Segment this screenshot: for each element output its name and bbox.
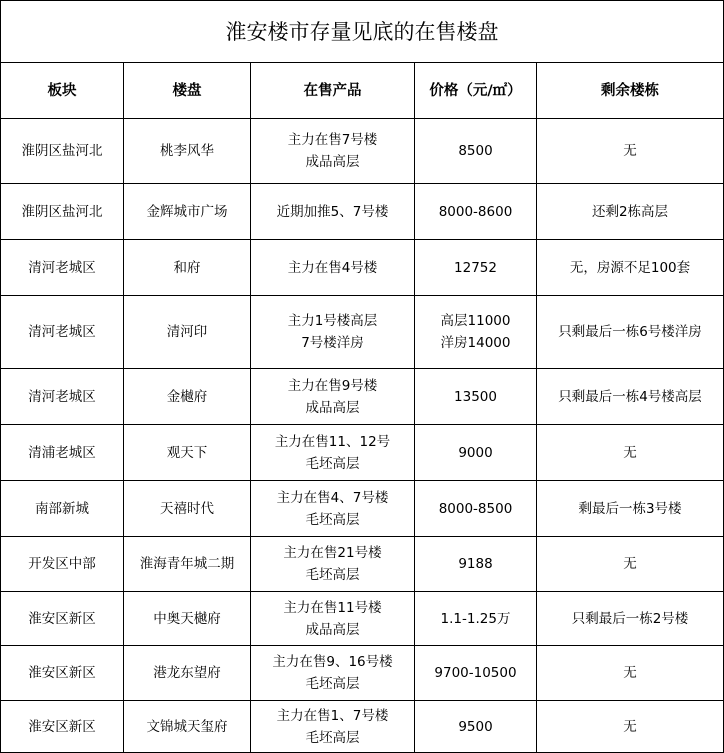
header-row xyxy=(1,63,724,119)
district-cell: 清浦老城区 xyxy=(1,425,124,481)
remaining-cell: 无 xyxy=(537,537,724,592)
product-cell xyxy=(251,184,415,240)
price-cell xyxy=(415,537,537,592)
header-price: 价格（元/㎡） xyxy=(415,63,537,119)
product-cell-line: 毛坯高层 xyxy=(305,511,360,528)
remaining-cell: 无 xyxy=(537,701,724,753)
product-cell-line: 近期加推5、7号楼 xyxy=(276,203,389,220)
project-cell: 天禧时代 xyxy=(124,481,251,537)
district-cell: 南部新城 xyxy=(1,481,124,537)
product-cell-line: 7号楼洋房 xyxy=(301,335,364,351)
price-cell-line: 高层11000 xyxy=(440,313,511,329)
header-project: 楼盘 xyxy=(124,63,251,119)
table-row xyxy=(1,646,724,701)
district-cell: 淮安区新区 xyxy=(1,701,124,753)
table-row xyxy=(1,592,724,646)
district-cell: 淮安区新区 xyxy=(1,646,124,701)
product-cell-line: 毛坯高层 xyxy=(305,729,360,746)
price-cell xyxy=(415,425,537,481)
remaining-cell: 无 xyxy=(537,646,724,701)
product-cell xyxy=(251,296,415,369)
price-cell-line: 8500 xyxy=(458,143,493,159)
header-remaining: 剩余楼栋 xyxy=(537,63,724,119)
table-row xyxy=(1,369,724,425)
project-cell: 港龙东望府 xyxy=(124,646,251,701)
table-title: 淮安楼市存量见底的在售楼盘 xyxy=(1,1,724,63)
district-cell: 淮阴区盐河北 xyxy=(1,184,124,240)
remaining-cell: 无 xyxy=(537,119,724,184)
district-cell: 淮安区新区 xyxy=(1,592,124,646)
price-cell xyxy=(415,481,537,537)
price-cell xyxy=(415,296,537,369)
project-cell: 文锦城天玺府 xyxy=(124,701,251,753)
product-cell xyxy=(251,425,415,481)
product-cell-line: 成品高层 xyxy=(305,399,360,416)
product-cell-line: 毛坯高层 xyxy=(305,455,360,472)
remaining-cell: 还剩2栋高层 xyxy=(537,184,724,240)
table-row xyxy=(1,184,724,240)
price-cell-line: 12752 xyxy=(454,259,497,276)
product-cell-line: 主力在售21号楼 xyxy=(283,545,382,561)
price-cell-line: 8000-8600 xyxy=(438,203,513,220)
price-cell xyxy=(415,369,537,425)
price-cell-line: 9500 xyxy=(458,718,493,735)
product-cell xyxy=(251,369,415,425)
table-row xyxy=(1,119,724,184)
product-cell-line: 主力在售1、7号楼 xyxy=(276,707,389,724)
district-cell: 清河老城区 xyxy=(1,240,124,296)
product-cell-line: 毛坯高层 xyxy=(305,567,360,583)
price-cell-line: 9188 xyxy=(458,556,493,572)
district-cell: 清河老城区 xyxy=(1,369,124,425)
price-cell xyxy=(415,701,537,753)
district-cell: 清河老城区 xyxy=(1,296,124,369)
price-cell-line: 洋房14000 xyxy=(440,335,511,351)
project-cell: 观天下 xyxy=(124,425,251,481)
table-row xyxy=(1,537,724,592)
district-cell: 淮阴区盐河北 xyxy=(1,119,124,184)
project-cell: 金樾府 xyxy=(124,369,251,425)
remaining-cell: 只剩最后一栋6号楼洋房 xyxy=(537,296,724,369)
price-cell xyxy=(415,240,537,296)
project-cell: 淮海青年城二期 xyxy=(124,537,251,592)
project-cell: 清河印 xyxy=(124,296,251,369)
header-product: 在售产品 xyxy=(251,63,415,119)
table-row xyxy=(1,240,724,296)
header-district: 板块 xyxy=(1,63,124,119)
table-row xyxy=(1,701,724,753)
product-cell-line: 主力在售9号楼 xyxy=(287,377,378,394)
district-cell: 开发区中部 xyxy=(1,537,124,592)
product-cell xyxy=(251,701,415,753)
project-cell: 中奥天樾府 xyxy=(124,592,251,646)
table-row xyxy=(1,296,724,369)
price-cell-line: 9000 xyxy=(458,444,493,461)
product-cell xyxy=(251,646,415,701)
price-cell xyxy=(415,119,537,184)
price-cell-line: 8000-8500 xyxy=(438,500,513,517)
price-cell xyxy=(415,646,537,701)
project-cell: 和府 xyxy=(124,240,251,296)
product-cell xyxy=(251,481,415,537)
product-cell-line: 成品高层 xyxy=(305,154,360,170)
product-cell-line: 主力在售9、16号楼 xyxy=(272,654,393,670)
project-cell: 金辉城市广场 xyxy=(124,184,251,240)
product-cell-line: 成品高层 xyxy=(305,621,360,638)
product-cell-line: 主力在售7号楼 xyxy=(287,132,378,148)
remaining-cell: 无 xyxy=(537,425,724,481)
price-cell-line: 1.1-1.25万 xyxy=(440,610,511,627)
table-row xyxy=(1,481,724,537)
remaining-cell: 剩最后一栋3号楼 xyxy=(537,481,724,537)
table-row xyxy=(1,425,724,481)
product-cell-line: 主力1号楼高层 xyxy=(287,313,378,329)
price-cell xyxy=(415,184,537,240)
price-cell-line: 13500 xyxy=(454,388,497,405)
product-cell xyxy=(251,119,415,184)
remaining-cell: 无，房源不足100套 xyxy=(537,240,724,296)
product-cell-line: 主力在售11、12号 xyxy=(274,433,391,450)
price-cell xyxy=(415,592,537,646)
project-cell: 桃李风华 xyxy=(124,119,251,184)
product-cell-line: 主力在售4、7号楼 xyxy=(276,489,389,506)
remaining-cell: 只剩最后一栋2号楼 xyxy=(537,592,724,646)
remaining-cell: 只剩最后一栋4号楼高层 xyxy=(537,369,724,425)
product-cell xyxy=(251,240,415,296)
price-cell-line: 9700-10500 xyxy=(434,665,517,681)
product-cell xyxy=(251,592,415,646)
product-cell xyxy=(251,537,415,592)
product-cell-line: 主力在售4号楼 xyxy=(287,259,378,276)
product-cell-line: 毛坯高层 xyxy=(305,676,360,692)
product-cell-line: 主力在售11号楼 xyxy=(283,599,382,616)
